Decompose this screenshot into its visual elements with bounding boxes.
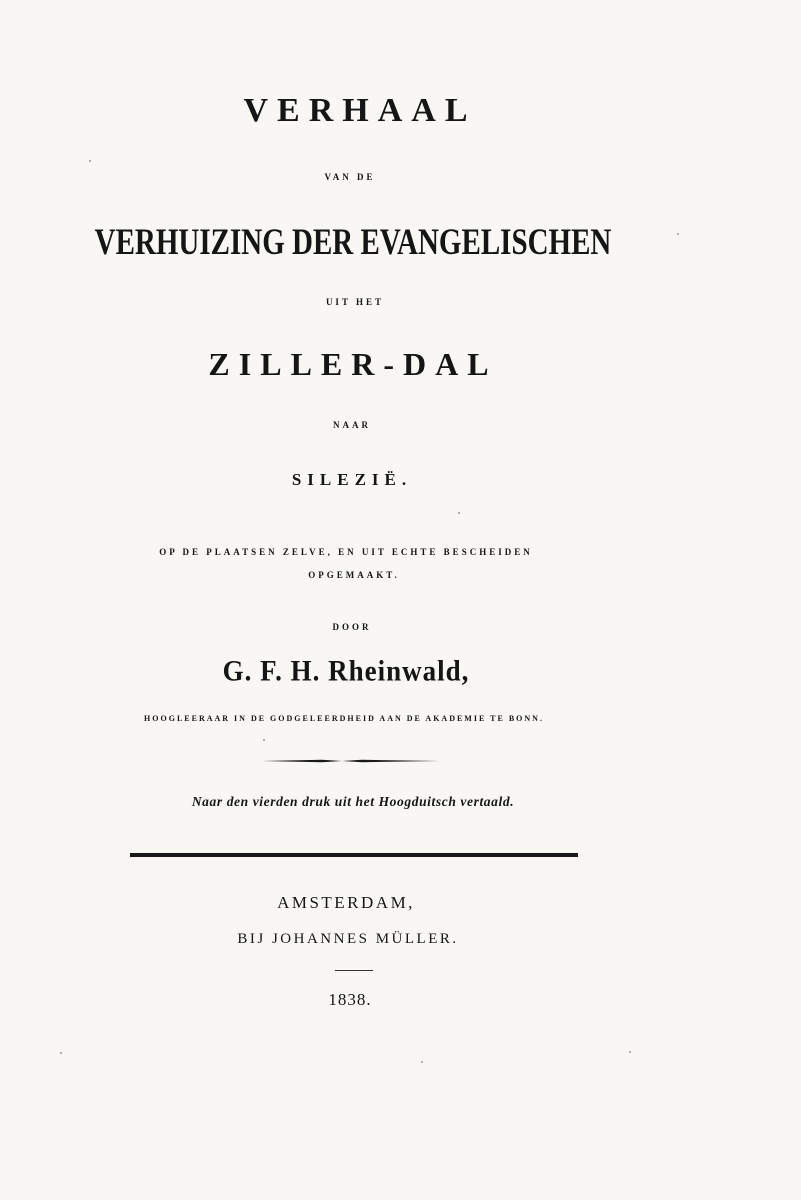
connector-naar: NAAR (333, 420, 371, 430)
imprint-publisher: BIJ JOHANNES MÜLLER. (237, 931, 459, 947)
title-silezie: SILEZIË. (291, 470, 413, 489)
paper-speck (89, 160, 91, 162)
paper-speck (677, 233, 679, 235)
title-ziller-dal: ZILLER-DAL (208, 346, 498, 382)
paper-speck (421, 1061, 423, 1063)
connector-uit-het: UIT HET (325, 297, 385, 307)
ornamental-rule (262, 759, 440, 763)
main-title: VERHAAL (243, 92, 477, 129)
paper-speck (60, 1052, 62, 1054)
author-name: G. F. H. Rheinwald, (222, 654, 470, 687)
paper-speck (263, 739, 265, 741)
author-role: HOOGLEERAAR IN DE GODGELEERDHEID AAN DE AKADEMIE TE BONN. (144, 714, 544, 723)
paper-speck (458, 512, 460, 514)
connector-van-de: VAN DE (324, 172, 376, 182)
by-line: DOOR (332, 622, 372, 632)
imprint-year: 1838. (328, 990, 372, 1009)
title-verhuizing: VERHUIZING DER EVANGELISCHEN (94, 222, 612, 263)
paper-speck (629, 1051, 631, 1053)
imprint-city: AMSTERDAM, (277, 893, 415, 912)
short-rule (335, 970, 373, 971)
subtitle-line-1: OP DE PLAATSEN ZELVE, EN UIT ECHTE BESCHEIDEN (159, 547, 533, 557)
subtitle-line-2: OPGEMAAKT. (308, 570, 400, 580)
thick-rule (130, 853, 578, 857)
translation-note: Naar den vierden druk uit het Hoogduitsch vertaald. (191, 794, 515, 809)
